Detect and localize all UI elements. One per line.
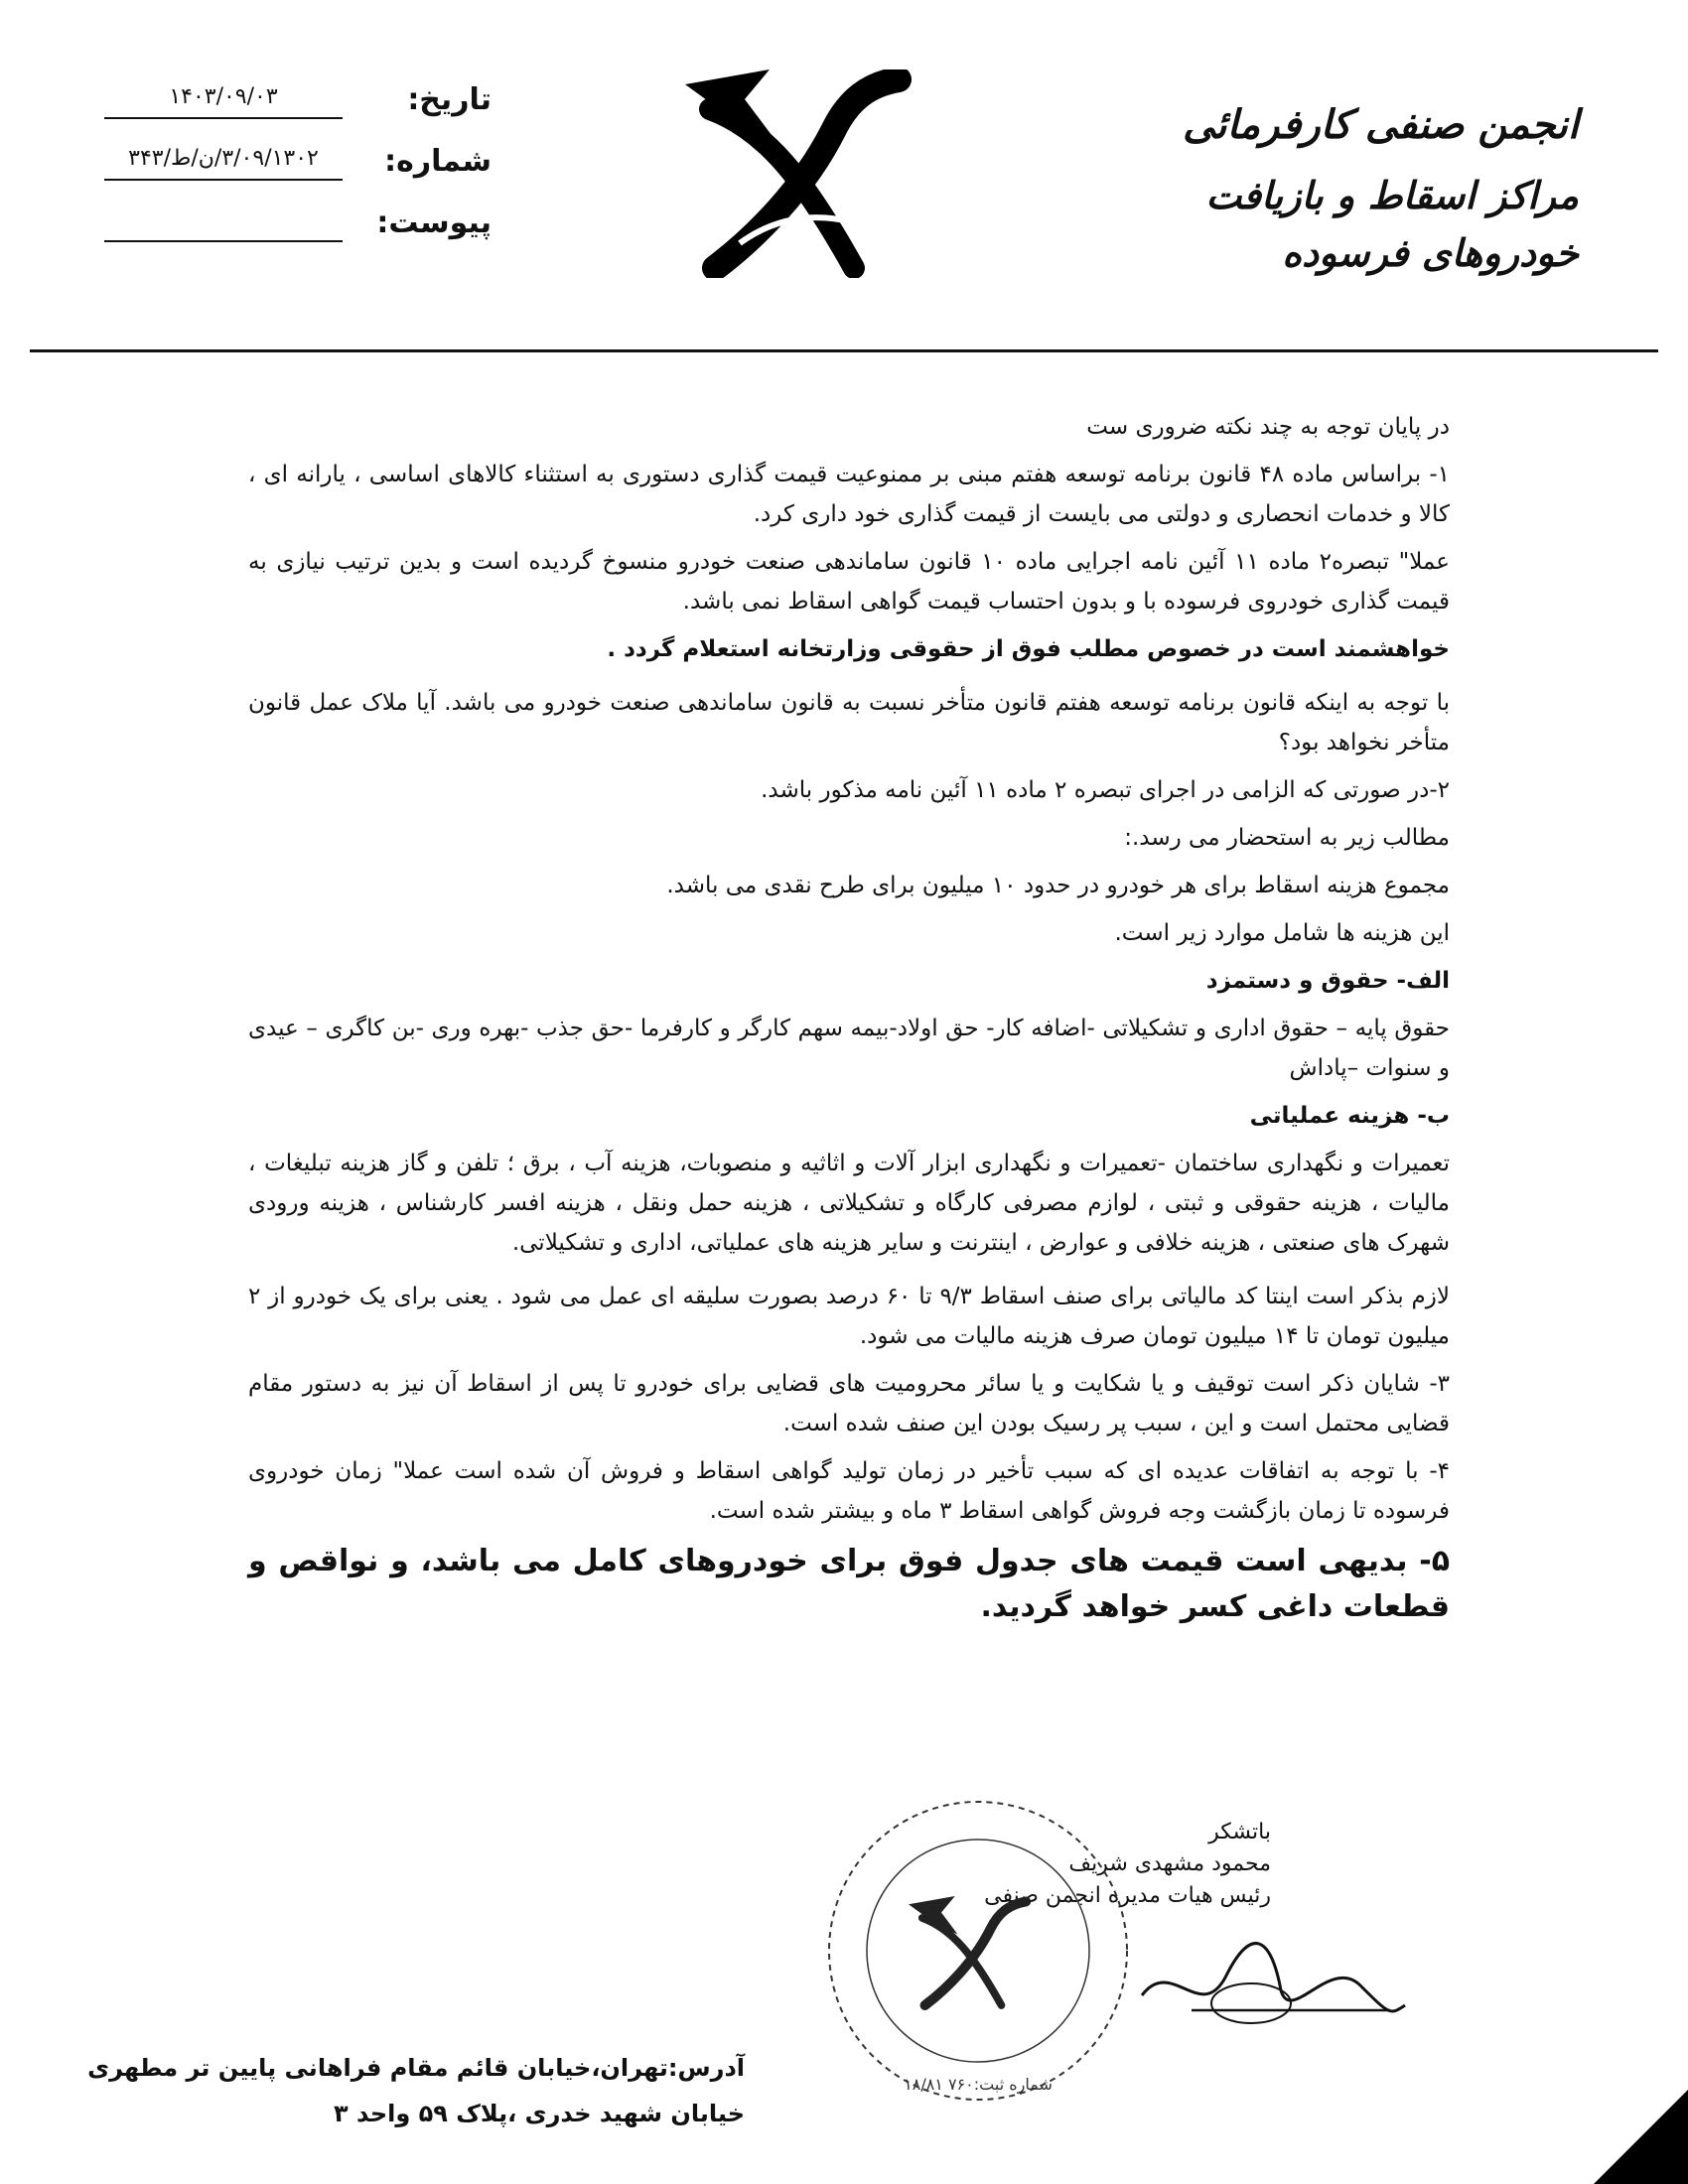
paragraph-item-2: ۲-در صورتی که الزامی در اجرای تبصره ۲ ماده ۱۱ آئین نامه مذکور باشد. [761, 777, 1450, 803]
thanks-text: باتشکر [1208, 1820, 1271, 1844]
number-label: شماره: [384, 144, 492, 179]
organization-stamp-icon [814, 1792, 1142, 2110]
signer-name: محمود مشهدی شریف [1068, 1851, 1271, 1876]
corner-triangle [1594, 2090, 1688, 2184]
address-line-2: خیابان شهید خدری ،پلاک ۵۹ واحد ۳ [333, 2100, 745, 2127]
org-name-line1: انجمن صنفی کارفرمائی [1183, 101, 1579, 148]
number-value: ۳/۰۹/۱۳۰۲/ن/ط/۳۴۳ [104, 139, 343, 181]
attachment-label: پیوست: [376, 205, 492, 240]
paragraph-tax: لازم بذکر است اینتا کد مالیاتی برای صنف اسقاط ۹/۳ تا ۶۰ درصد بصورت سلیقه ای عمل می شود . یعنی برای یک خودرو از ۲ میلیون تومان تا ۱۴ میلیون تومان صرف هزینه مالیات می شود. [248, 1284, 1450, 1349]
paragraph-note: عملا" تبصره۲ ماده ۱۱ آئین نامه اجرایی ماده ۱۰ قانون ساماندهی صنعت خودرو منسوخ گردیده است و بدین ترتیب نیازی به قیمت گذاری خودروی فرسوده با و بدون احتساب قیمت گواهی اسقاط نمی باشد. [248, 549, 1450, 614]
signer-title: رئیس هیات مدیره انجمن صنفی [984, 1883, 1271, 1908]
handwritten-signature-icon [1132, 1916, 1410, 2045]
paragraph-item-5: ۵- بدیهی است قیمت های جدول فوق برای خودروهای کامل می باشد، و نواقص و قطعات داغی کسر خواهد گردید. [248, 1544, 1450, 1624]
paragraph-salaries: حقوق پایه – حقوق اداری و تشکیلاتی -اضافه کار- حق اولاد-بیمه سهم کارگر و کارفرما -حق جذب -بهره وری -بن کاگری – عیدی و سنوات –پاداش [248, 1016, 1450, 1081]
attachment-value [104, 201, 343, 242]
heading-salaries: الف- حقوق و دستمزد [1205, 968, 1450, 994]
paragraph-intro: در پایان توجه به چند نکته ضروری ست [1086, 414, 1450, 440]
attachment-row [94, 201, 492, 262]
paragraph-total-cost: مجموع هزینه اسقاط برای هر خودرو در حدود ۱۰ میلیون برای طرح نقدی می باشد. [666, 873, 1450, 898]
organization-header [1062, 95, 1579, 282]
paragraph-notice: مطالب زیر به استحضار می رسد.: [1124, 825, 1450, 851]
org-name-line2: مراکز اسقاط و بازیافت خودروهای فرسوده [1205, 173, 1579, 275]
paragraph-question: با توجه به اینکه قانون برنامه توسعه هفتم قانون متأخر نسبت به قانون ساماندهی صنعت خودرو می باشد. آیا ملاک عمل قانون متأخر نخواهد بود؟ [248, 690, 1450, 755]
number-row [94, 139, 492, 201]
paragraph-item-3: ۳- شایان ذکر است توقیف و یا شکایت و یا سائر محرومیت های قضایی برای خودرو تا پس از اسقاط آن نیز به دستور مقام قضایی محتمل است و این ، سبب پر رسیک بودن این صنف شده است. [248, 1371, 1450, 1436]
letter-meta [94, 77, 492, 262]
paragraph-item-1: ۱- براساس ماده ۴۸ قانون برنامه توسعه هفتم مبنی بر ممنوعیت قیمت گذاری دستوری به استثناء کالاهای اساسی ، یارانه ای ، کالا و خدمات انحصاری و دولتی می بایست از قیمت گذاری خود داری کرد. [248, 462, 1450, 527]
address-line-1: آدرس:تهران،خیابان قائم مقام فراهانی پایین تر مطهری [87, 2054, 745, 2082]
date-value: ۱۴۰۳/۰۹/۰۳ [104, 77, 343, 119]
arrow-logo-icon [685, 69, 923, 278]
header-divider [30, 349, 1658, 352]
paragraph-operational: تعمیرات و نگهداری ساختمان -تعمیرات و نگهداری ابزار آلات و اثاثیه و منصوبات، هزینه آب ، برق ؛ تلفن و گاز هزینه تبلیغات ، مالیات ، هزینه حقوقی و ثبتی ، لوازم مصرفی کارگاه و تشکیلاتی ، هزینه حمل ونقل ، هزینه افسر کارشناس ، هزینه ورودی شهرک های صنعتی ، هزینه خلافی و عوارض ، اینترنت و سایر هزینه های عملیاتی، اداری و تشکیلاتی. [248, 1151, 1450, 1256]
letter-body [248, 407, 1450, 1638]
footer-address [70, 2045, 745, 2136]
heading-operational: ب- هزینه عملیاتی [1249, 1103, 1450, 1129]
paragraph-cost-items: این هزینه ها شامل موارد زیر است. [1114, 920, 1450, 946]
paragraph-item-4: ۴- با توجه به اتفاقات عدیده ای که سبب تأخیر در زمان تولید گواهی اسقاط و فروش آن شده است عملا" زمان خودروی فرسوده تا زمان بازگشت وجه فروش گواهی اسقاط ۳ ماه و بیشتر شده است. [248, 1458, 1450, 1524]
svg-text:شماره ثبت:۷۶۰ ۱۸/۸۱: شماره ثبت:۷۶۰ ۱۸/۸۱ [904, 2075, 1053, 2094]
date-label: تاریخ: [407, 82, 492, 117]
paragraph-request: خواهشمند است در خصوص مطلب فوق از حقوقی وزارتخانه استعلام گردد . [607, 636, 1450, 662]
date-row [94, 77, 492, 139]
